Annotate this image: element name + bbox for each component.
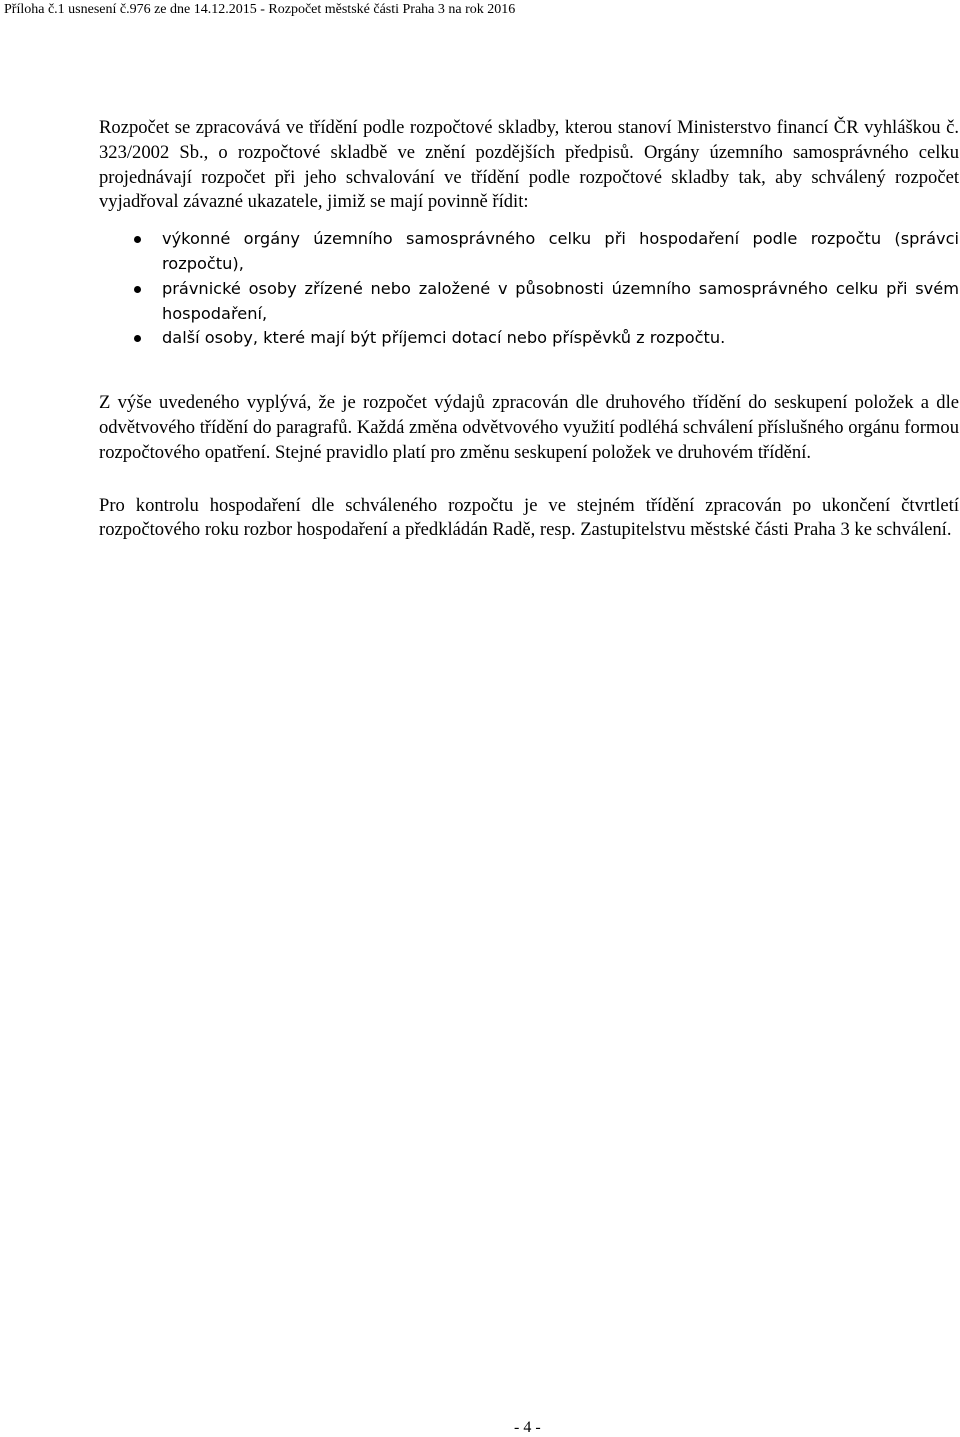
document-body: [99, 116, 959, 543]
bullet-list: [99, 227, 959, 351]
bullet-icon: [134, 335, 141, 342]
list-item: [99, 326, 959, 351]
list-item: [99, 277, 959, 327]
list-item: [99, 227, 959, 277]
page-header: Příloha č.1 usnesení č.976 ze dne 14.12.2015 - Rozpočet městské části Praha 3 na rok 2016: [4, 2, 516, 17]
second-paragraph: Z výše uvedeného vyplývá, že je rozpočet výdajů zpracován dle druhového třídění do seskupení položek a dle odvětvového třídění do paragrafů. Každá změna odvětvového využití podléhá schválení příslušného orgánu formou rozpočtového opatření. Stejné pravidlo platí pro změnu seskupení položek ve druhovém třídění.: [99, 392, 959, 463]
list-item-text: právnické osoby zřízené nebo založené v působnosti územního samosprávného celku při svém hospodaření,: [162, 278, 959, 323]
list-item-text: další osoby, které mají být příjemci dotací nebo příspěvků z rozpočtu.: [162, 328, 726, 348]
bullet-icon: [134, 236, 141, 243]
list-item-text: výkonné orgány územního samosprávného celku při hospodaření podle rozpočtu (správci rozpočtu),: [162, 229, 959, 273]
bullet-icon: [134, 286, 141, 293]
intro-paragraph: Rozpočet se zpracovává ve třídění podle rozpočtové skladby, kterou stanoví Ministerstvo financí ČR vyhláškou č. 323/2002 Sb., o rozpočtové skladbě ve znění pozdějších předpisů. Orgány územního samosprávného celku projednávají rozpočet při jeho schvalování ve třídění podle rozpočtové skladby tak, aby schválený rozpočet vyjadřoval závazné ukazatele, jimiž se mají povinně řídit:: [99, 117, 959, 213]
page-number: - 4 -: [514, 1419, 541, 1436]
third-paragraph: Pro kontrolu hospodaření dle schváleného rozpočtu je ve stejném třídění zpracován po ukončení čtvrtletí rozpočtového roku rozbor hospodaření a předkládán Radě, resp. Zastupitelstvu městské části Praha 3 ke schválení.: [99, 494, 959, 541]
